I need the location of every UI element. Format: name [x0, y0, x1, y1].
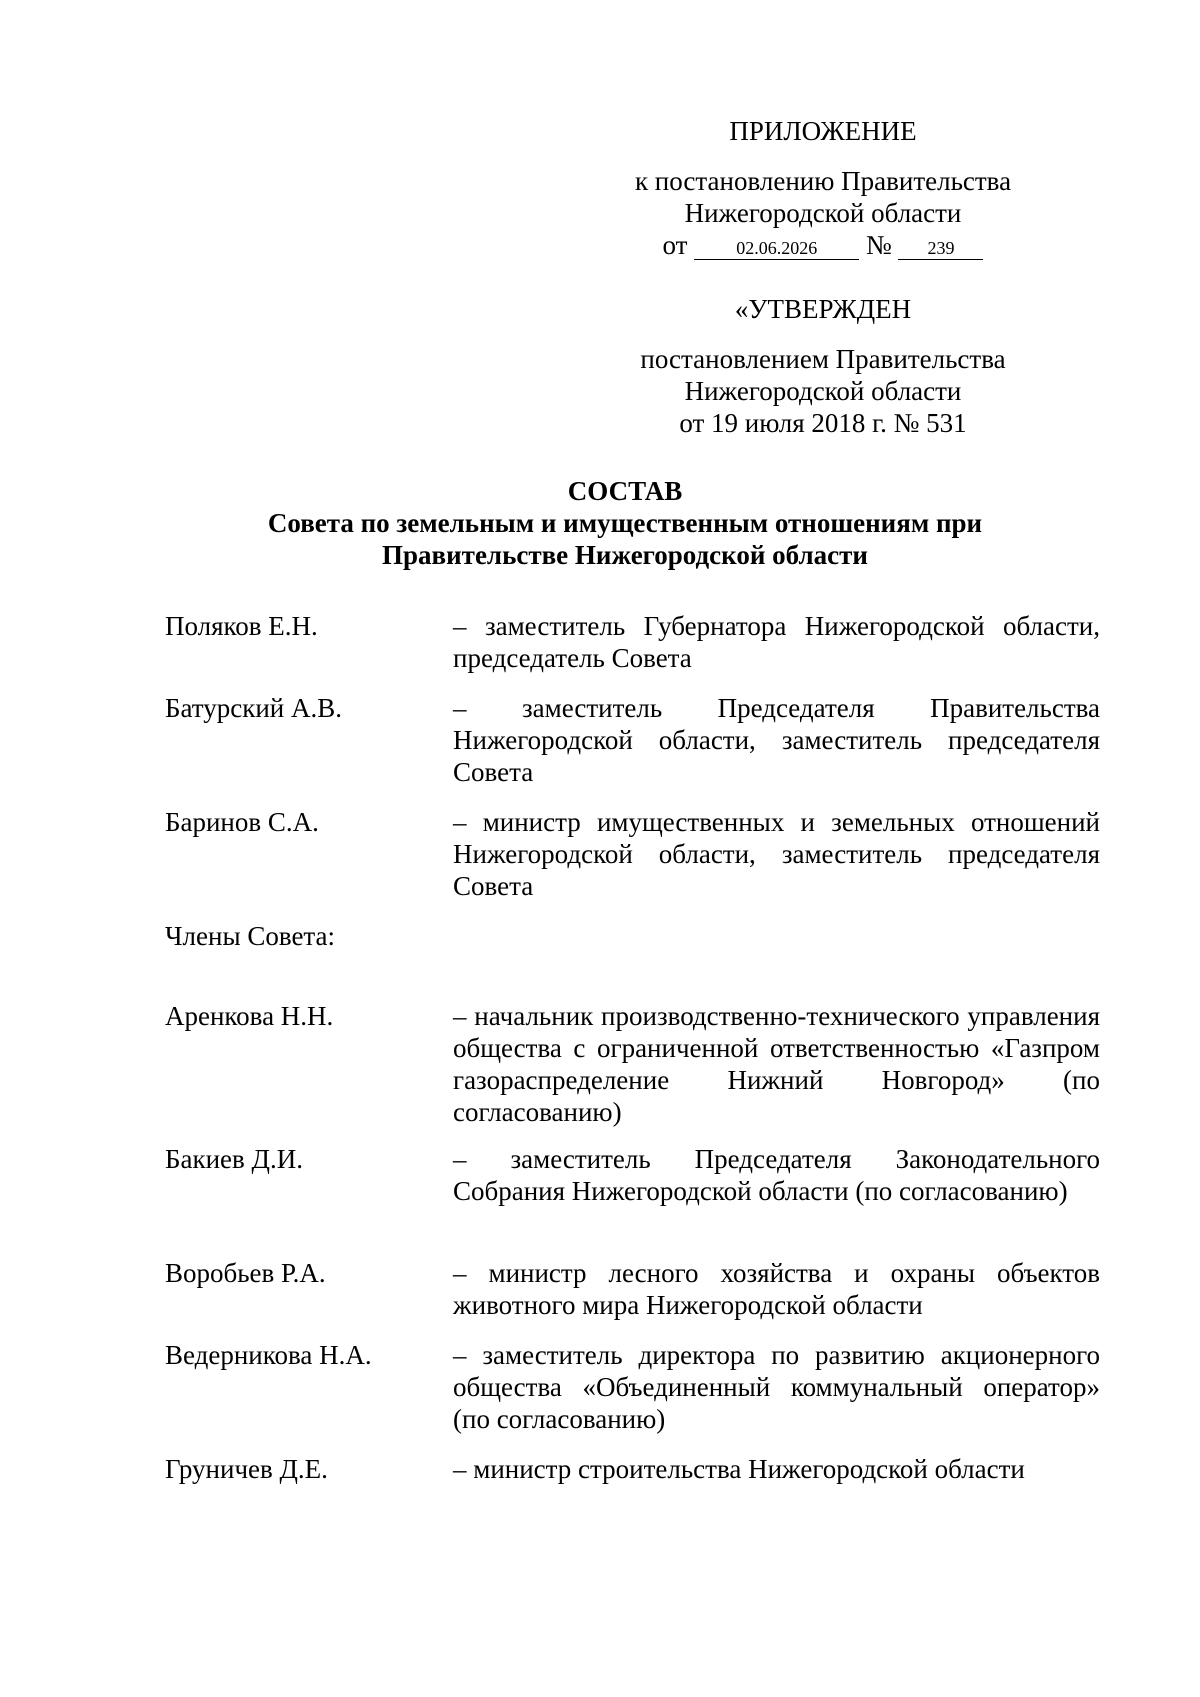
approved-line-2: Нижегородской области — [684, 376, 962, 406]
document-heading-title: СОСТАВ — [567, 476, 683, 506]
member-role: – министр лесного хозяйства и охраны объектов животного мира Нижегородской области — [453, 1258, 1100, 1320]
member-role: – министр имущественных и земельных отношений Нижегородской области, заместитель председателя Совета — [453, 807, 1100, 901]
document-heading-line-2: Правительстве Нижегородской области — [382, 540, 868, 570]
member-name: Аренкова Н.Н. — [165, 1001, 334, 1031]
member-role: – начальник производственно-технического управления общества с ограниченной ответственностью «Газпром газораспределение Нижний Новгород» (по согласованию) — [453, 1001, 1100, 1127]
annex-number: 239 — [898, 237, 983, 260]
member-name: Батурский А.В. — [165, 693, 342, 723]
approved-line-3: от 19 июля 2018 г. № 531 — [679, 408, 967, 438]
members-label: Члены Совета: — [165, 921, 336, 951]
member-name: Баринов С.А. — [165, 807, 319, 837]
approved-line-1: постановлением Правительства — [640, 344, 1006, 374]
member-role: – заместитель Председателя Правительства Нижегородской области, заместитель председателя Совета — [453, 693, 1100, 787]
member-role: – заместитель Председателя Законодательного Собрания Нижегородской области (по согласованию) — [453, 1144, 1100, 1206]
document-heading-line-1: Совета по земельным и имущественным отношениям при — [267, 508, 983, 538]
annex-line-1: к постановлению Правительства — [634, 166, 1012, 196]
member-name: Ведерникова Н.А. — [165, 1340, 372, 1370]
member-role: – заместитель директора по развитию акционерного общества «Объединенный коммунальный оператор» (по согласованию) — [453, 1340, 1100, 1434]
annex-date: 02.06.2026 — [694, 237, 859, 260]
member-role: – заместитель Губернатора Нижегородской области, председатель Совета — [453, 611, 1100, 673]
annex-title: ПРИЛОЖЕНИЕ — [729, 116, 917, 146]
member-name: Воробьев Р.А. — [165, 1258, 326, 1288]
member-role: – министр строительства Нижегородской области — [453, 1454, 1025, 1484]
member-name: Бакиев Д.И. — [165, 1144, 303, 1174]
approved-title: «УТВЕРЖДЕН — [734, 294, 912, 324]
annex-date-number-line — [588, 229, 1058, 261]
member-name: Груничев Д.Е. — [165, 1454, 328, 1484]
member-name: Поляков Е.Н. — [165, 611, 318, 641]
annex-line-2: Нижегородской области — [684, 198, 962, 228]
annex-number-sign: № — [865, 230, 892, 260]
annex-from-prefix: от — [662, 230, 688, 260]
